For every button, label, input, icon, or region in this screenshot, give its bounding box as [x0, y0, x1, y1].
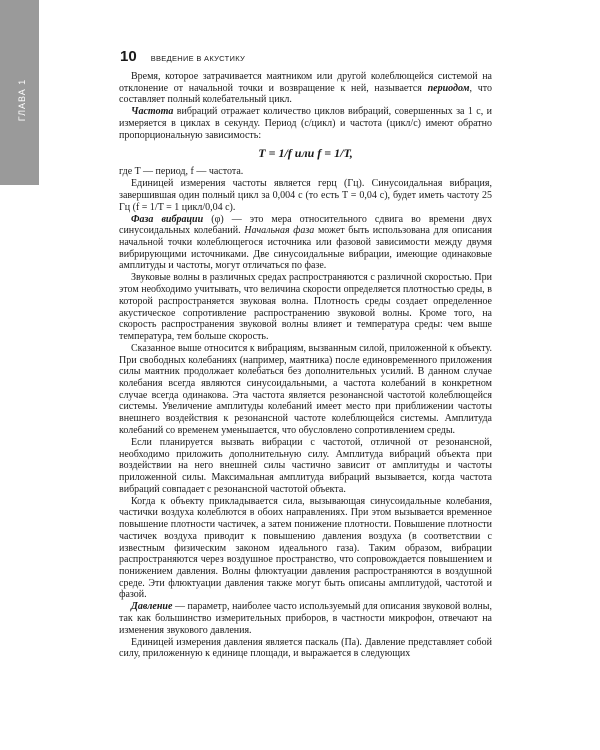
term-phase: Фаза вибрации [131, 213, 204, 225]
text: Время, которое затрачивается маятником или другой колеблющейся системой на отклонение от начальной точки и возвращение к ней, называется [119, 71, 492, 94]
text: может быть использована для описания начальной точки колеблющегося источника или фазовой зависимости между двумя вибрирующими источниками. Две синусоидальные вибрации, имеющие одинаковые амплитуды и частоты, могут отличаться по фазе. [119, 225, 492, 272]
paragraph: Звуковые волны в различных средах распространяются с различной скоростью. При этом необходимо учитывать, что величина скорости определяется плотностью среды, в которой распространяется звуковая волна. Плотность среды создает определенное акустическое сопротивление распространению звуковой волны. Кроме того, на скорость распространения звуковой волны влияет и температура среды: чем выше температура, тем больше скорость. [119, 272, 492, 342]
paragraph [119, 71, 492, 106]
paragraph: где T — период, f — частота. [119, 166, 244, 178]
paragraph: Когда к объекту прикладывается сила, вызывающая синусоидальные колебания, частички воздуха колеблются в обоих направлениях. При этом вызывается временное повышение плотности частичек, а затем понижение плотности. Повышение плотности частичек воздуха приводит к повышению давления воздуха (в соответствии с известным физическим законом идеального газа). Таким образом, вибрации распространяются через воздушное пространство, что сопровождается повышением и понижением давления. Волны флюктуации давления распространяются в воздушной среде. Эти флюктуации давления также могут быть описаны амплитудой, частотой и фазой. [119, 495, 492, 601]
term-frequency: Частота [131, 106, 174, 118]
paragraph: Сказанное выше относится к вибрациям, вызванным силой, приложенной к объекту. При свободных колебаниях (например, маятника) после единовременного приложения силы маятник продолжает колебаться без дополнительных усилий. В данном случае колебания всегда являются синусоидальными, а частота колебаний в конкретном случае всегда одинакова. Эта частота является резонансной частотой колеблющейся системы. Увеличение амплитуды колебаний имеет место при приближении частоты внешнего воздействия к резонансной частоте колеблющейся системы. Амплитуда колебаний со временем уменьшается, что обусловлено сопротивлением среды. [119, 342, 492, 436]
paragraph [119, 106, 492, 141]
term-pressure: Давление [131, 601, 173, 613]
text: — параметр, наиболее часто используемый для описания звуковой волны, так как большинство измерительных приборов, в частности микрофон, отвечают на изменения звукового давления. [119, 601, 492, 636]
text: (φ) — это мера относительного сдвига во времени двух синусоидальных колебаний. [119, 213, 492, 237]
term-period: периодом [427, 82, 470, 94]
text: , что составляет полный колебательный цикл. [119, 82, 492, 106]
paragraph: Если планируется вызвать вибрации с частотой, отличной от резонансной, необходимо приложить дополнительную силу. Амплитуда вибраций объекта при воздействии на него внешней силы частично зависит от амплитуды и частоты приложенной силы. Максимальная амплитуда вибраций вызывается, когда частота вибраций совпадает с резонансной частотой объекта. [119, 436, 492, 495]
formula: T = 1/f или f = 1/T, [258, 145, 353, 160]
page-body [119, 71, 492, 660]
text: вибраций отражает количество циклов вибраций, совершенных за 1 с, и измеряется в циклах в секунду. Период (с/цикл) и частота (цикл/с) имеют обратно пропорциональную зависимость: [119, 106, 492, 141]
running-title: ВВЕДЕНИЕ В АКУСТИКУ [150, 54, 246, 63]
term-initial-phase: Начальная фаза [244, 225, 315, 237]
page-number: 10 [120, 48, 137, 65]
paragraph [119, 214, 492, 273]
chapter-tab [0, 0, 39, 185]
paragraph: Единицей измерения давления является паскаль (Па). Давление представляет собой силу, приложенную к единице площади, и выражается в следующих [119, 636, 492, 660]
paragraph [119, 601, 492, 636]
page-header [120, 48, 245, 65]
chapter-label: ГЛАВА 1 [17, 78, 27, 122]
paragraph: Единицей измерения частоты является герц (Гц). Синусоидальная вибрация, завершившая один полный цикл за 0,004 с (то есть T = 0,04 с), будет иметь частоту 25 Гц (f = 1/T = 1 цикл/0,04 с). [119, 178, 492, 213]
